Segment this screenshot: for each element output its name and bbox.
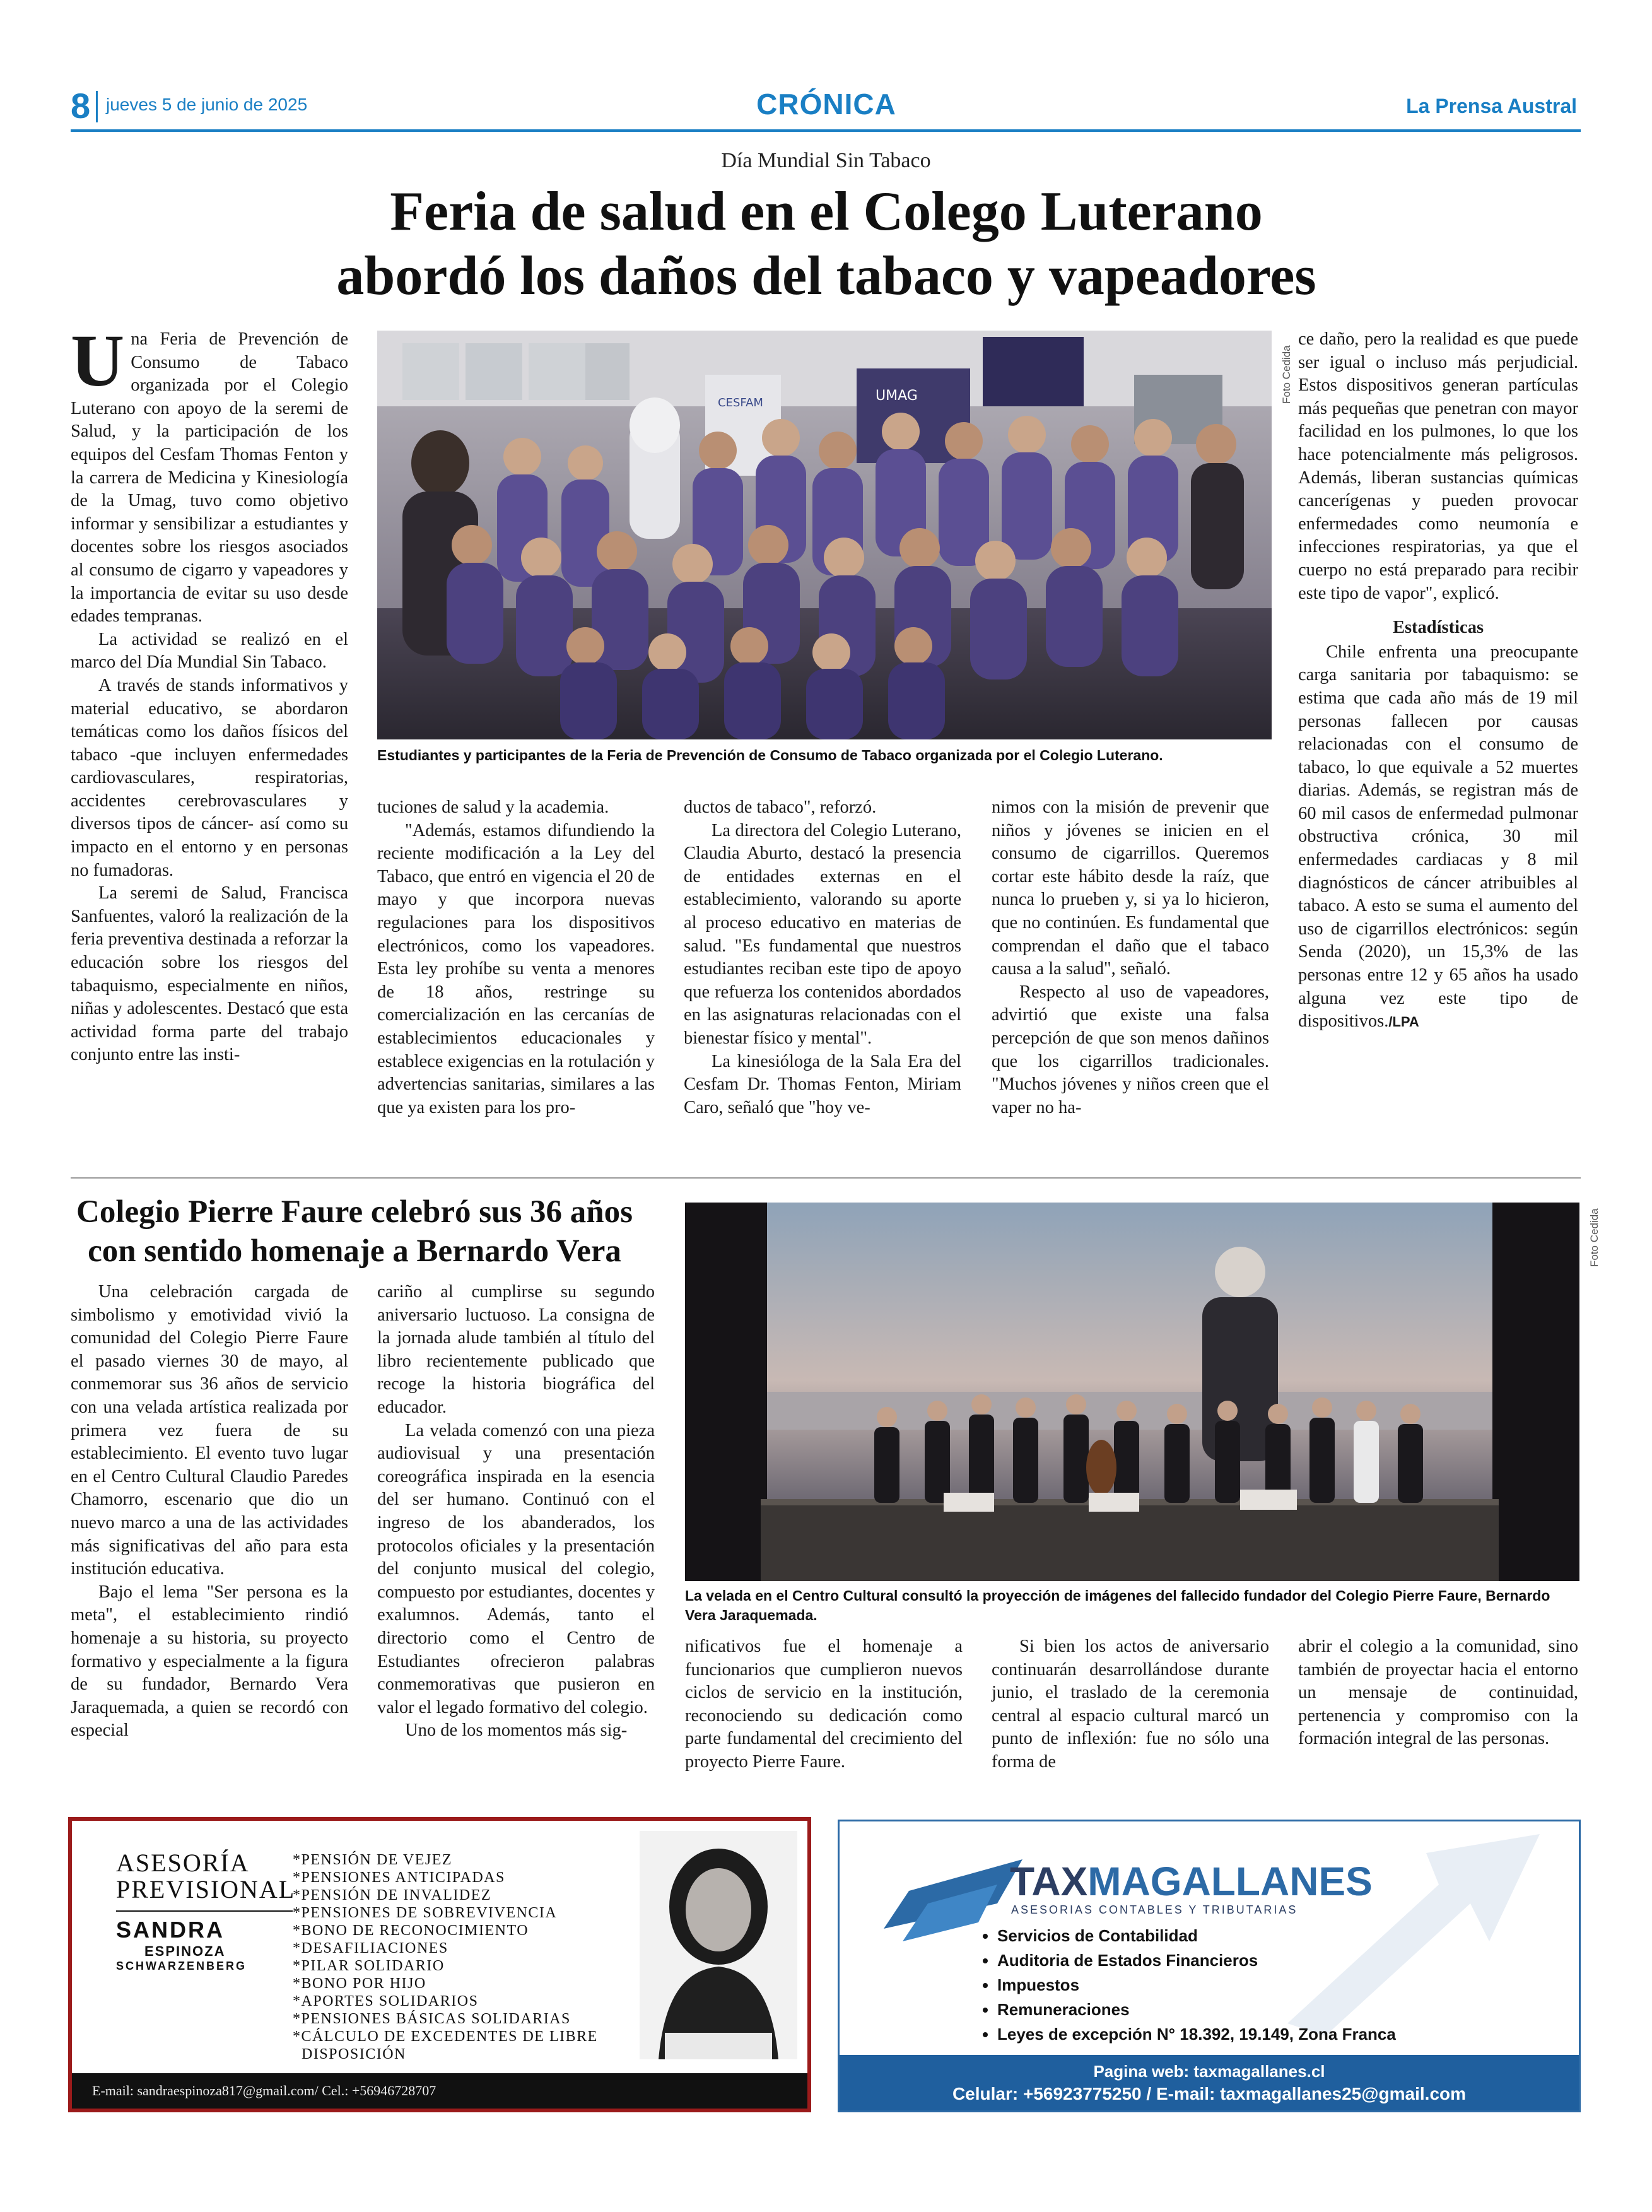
ad1-service-item: *DESAFILIACIONES	[293, 1940, 448, 1956]
article1-photo-credit: Foto Cedida	[1280, 345, 1292, 404]
article1-headline-line2: abordó los daños del tabaco y vapeadores	[336, 245, 1316, 307]
newspaper-brand: La Prensa Austral	[1406, 95, 1577, 117]
tax-service-item: • Impuestos	[997, 1973, 1396, 1997]
page-number: 8	[71, 86, 91, 126]
tax-service-item: • Auditoria de Estados Financieros	[997, 1948, 1396, 1973]
header-rule	[71, 129, 1581, 132]
tax-tagline: ASESORIAS CONTABLES Y TRIBUTARIAS	[1011, 1903, 1298, 1916]
header-separator	[96, 91, 98, 122]
article1-col1-p4: La seremi de Salud, Francisca Sanfuentes, valoró la realización de la feria preventiva destinada a reforzar la educación sobre los riesgos del tabaquismo, especialmente en niños, niñas y adolescentes. Destacó que esta actividad forma parte del trabajo conjunto entre las insti-	[71, 883, 348, 1065]
article1-col1-p1: na Feria de Prevención de Consumo de Tabaco organizada por el Colegio Luterano con apoyo de la seremi de Salud, y la participación de los equipos del Cesfam Thomas Fenton y la carrera de Medicina y Kinesiología de la Umag, tuvo como objetivo informar y sensibilizar a estudiantes y docentes sobre los riesgos asociados al consumo de cigarro y vapeadores y la importancia de evitar su uso desde edades tempranas.	[71, 329, 348, 627]
article1-headline-line1: Feria de salud en el Colego Luterano	[390, 181, 1263, 242]
ad1-title-line2: PREVISIONAL	[116, 1875, 296, 1903]
ad1-service-item: *PENSIÓN DE INVALIDEZ	[293, 1887, 492, 1903]
photo-banner-cesfam: CESFAM	[718, 396, 763, 409]
ad1-service-item: *PENSIONES ANTICIPADAS	[293, 1869, 505, 1886]
tax-service-item: • Leyes de excepción N° 18.392, 19.149, Zona Franca	[997, 2022, 1396, 2047]
article1-col2-p2: "Además, estamos difundiendo la reciente modificación a la Ley del Tabaco, que entró en vigencia el 20 de mayo y que incorpora nuevas regulaciones para los dispositivos electrónicos, como los vapeadores. Esta ley prohíbe su venta a menores de 18 años, restringe su comercialización en las cercanías de establecimientos educacionales y establece exigencias en la rotulación y advertencias sanitarias, similares a las que ya existen para los pro-	[377, 820, 655, 1117]
ad-taxmagallanes	[838, 1820, 1581, 2112]
article2-column-2	[377, 1281, 655, 1743]
tax-logo-part2: MAGALLANES	[1087, 1859, 1373, 1904]
article2-headline-line1: Colegio Pierre Faure celebró sus 36 años	[76, 1194, 633, 1230]
article1-column-1	[71, 319, 348, 1067]
article2-photo-credit: Foto Cedida	[1588, 1208, 1600, 1267]
article1-col3-p2: La directora del Colegio Luterano, Claudia Aburto, destacó la presencia de entidades externas en el establecimiento, valorando su aporte al proceso educativo en materias de salud. "Es fundamental que nuestros estudiantes reciban este tipo de apoyo que refuerza los contenidos abordados en las asignaturas relacionadas con el bienestar físico y mental".	[684, 820, 961, 1048]
dropcap: U	[71, 319, 125, 402]
ad1-service-item: *PENSIONES BÁSICAS SOLIDARIAS	[293, 2011, 571, 2027]
article2-col1-p1: Una celebración cargada de simbolismo y emotividad vivió la comunidad del Colegio Pierre Faure el pasado viernes 30 de mayo, al conmemorar sus 36 años de servicio con una velada artística realizada por primera vez fuera de su establecimiento. El evento tuvo lugar en el Centro Cultural Claudio Paredes Chamorro, escenario que dio un nuevo marco a una de las actividades más significativas del año para esta institución educativa.	[71, 1282, 348, 1579]
article2-col3-p1: nificativos fue el homenaje a funcionarios que cumplieron nuevos ciclos de servicio en la institución, reconociendo su dedicación como parte fundamental del crecimiento del proyecto Pierre Faure.	[685, 1637, 963, 1772]
tax-service-item: • Remuneraciones	[997, 1997, 1396, 2022]
ad1-title	[116, 1850, 295, 1903]
tax-logo	[1010, 1861, 1373, 1902]
article1-headline	[189, 180, 1463, 309]
stage-photo-illustration	[685, 1203, 1579, 1581]
article1-column-5	[1298, 328, 1578, 1034]
article2-col2-p3: Uno de los momentos más sig-	[405, 1721, 628, 1741]
ad1-portrait	[640, 1831, 797, 2059]
article2-col2-p2: La velada comenzó con una pieza audiovisual y una presentación coreográfica inspirada en la esencia del ser humano. Continuó con el ingreso de los abanderados, los protocolos oficiales y la presentación del conjunto musical del colegio, compuesto por estudiantes, docentes y exalumnos. Además, tanto el directorio como el Centro de Estudiantes ofrecieron palabras conmemorativas que pusieron en valor el legado formativo del colegio.	[377, 1420, 655, 1717]
article2-column-1	[71, 1281, 348, 1743]
article1-col3-p1: ductos de tabaco", reforzó.	[684, 797, 877, 817]
ad1-title-rule	[116, 1910, 293, 1912]
article1-col4-p1: nimos con la misión de prevenir que niños y jóvenes se inicien en el consumo de cigarrillos. Queremos cortar este hábito desde la raíz, que nunca lo prueben y, si ya lo hicieron, que no continúen. Es fundamental que comprendan el daño que el tabaco causa a la salud", señaló.	[992, 797, 1269, 979]
ad1-service-item: *PILAR SOLIDARIO	[293, 1958, 445, 1974]
article2-photo-caption: La velada en el Centro Cultural consultó la proyección de imágenes del fallecido fundador del Colegio Pierre Faure, Bernardo Vera Jaraquemada.	[685, 1587, 1550, 1623]
article2-column-4	[992, 1635, 1269, 1774]
article1-col5-p1: ce daño, pero la realidad es que puede ser igual o incluso más perjudicial. Estos dispositivos generan partículas más pequeñas que penetran con mayor facilidad en los pulmones, lo que los hace potencialmente más peligrosos. Además, liberan sustancias químicas cancerígenas y pueden provocar enfermedades como neumonía e infecciones respiratorias, ya que el cuerpo no está preparado para recibir este tipo de vapor", explicó.	[1298, 329, 1578, 603]
article1-column-3	[684, 796, 961, 1119]
group-photo-illustration	[377, 331, 1272, 739]
ad1-surname2: SCHWARZENBERG	[116, 1960, 247, 1972]
tax-services-list	[966, 1924, 1396, 2047]
ad1-title-line1: ASESORÍA	[116, 1849, 250, 1877]
ad1-service-item: *PENSIÓN DE VEJEZ	[293, 1852, 453, 1868]
article1-kicker: Día Mundial Sin Tabaco	[721, 149, 931, 172]
photo-banner-umag: UMAG	[876, 388, 918, 404]
article1-col1-p2: La actividad se realizó en el marco del Día Mundial Sin Tabaco.	[71, 629, 348, 673]
article1-column-4	[992, 796, 1269, 1119]
section-title: CRÓNICA	[756, 88, 896, 121]
ad1-name: SANDRA	[116, 1917, 225, 1943]
page-date: jueves 5 de junio de 2025	[106, 95, 308, 114]
ad1-service-item: *CÁLCULO DE EXCEDENTES DE LIBRE	[293, 2028, 598, 2045]
tax-service-item: • Servicios de Contabilidad	[997, 1924, 1396, 1948]
ad-asesoria-previsional	[68, 1817, 811, 2112]
article2-headline	[71, 1192, 638, 1271]
article1-photo	[377, 331, 1272, 739]
ad1-service-item: *BONO DE RECONOCIMIENTO	[293, 1922, 529, 1939]
article1-col1-p3: A través de stands informativos y material educativo, se abordaron temáticas como los daños físicos del tabaco -que incluyen enfermedades cardiovasculares, respiratorias, accidentes cerebrovasculares y diversos tipos de cáncer- así como su impacto en el entorno y en personas no fumadoras.	[71, 675, 348, 880]
article2-headline-line2: con sentido homenaje a Bernardo Vera	[88, 1233, 621, 1269]
article-divider	[71, 1177, 1581, 1179]
ad1-service-item: DISPOSICIÓN	[302, 2046, 406, 2062]
tax-contact: Celular: +56923775250 / E-mail: taxmagallanes25@gmail.com	[952, 2084, 1467, 2103]
article2-col2-p1: cariño al cumplirse su segundo aniversario luctuoso. La consigna de la jornada alude también al título del libro recientemente publicado que recoge la historia biográfica del educador.	[377, 1282, 655, 1417]
article1-col2-p1: tuciones de salud y la academia.	[377, 797, 609, 817]
article1-signature: /LPA	[1388, 1014, 1419, 1030]
article1-col5-p2: Chile enfrenta una preocupante carga sanitaria por tabaquismo: se estima que cada año más de 19 mil personas fallecen por causas relacionadas con el consumo de tabaco, lo que equivale a 52 muertes diarias. Además, se registran más de 60 mil casos de enfermedad pulmonar obstructiva crónica, 30 mil enfermedades cardiacas y 8 mil diagnósticos de cáncer atribuibles al tabaco. A esto se suma el aumento del uso de cigarrillos electrónicos: según Senda (2020), un 15,3% de las personas entre 12 y 65 años ha usado alguna vez este tipo de dispositivos.	[1298, 642, 1578, 1032]
article2-photo	[685, 1203, 1579, 1581]
ad1-services-list	[293, 1851, 646, 2063]
article1-column-2	[377, 796, 655, 1119]
ad1-surname1: ESPINOZA	[144, 1943, 226, 1959]
article2-col5-p1: abrir el colegio a la comunidad, sino también de proyectar hacia el entorno un mensaje de continuidad, pertenencia y compromiso con la formación integral de las personas.	[1298, 1637, 1578, 1749]
ad1-service-item: *PENSIONES DE SOBREVIVENCIA	[293, 1905, 558, 1921]
tax-web: Pagina web: taxmagallanes.cl	[1093, 2062, 1325, 2081]
portrait-illustration	[640, 1831, 797, 2059]
article1-col4-p2: Respecto al uso de vapeadores, advirtió que existe una falsa percepción de que son menos dañinos que los cigarrillos tradicionales. "Muchos jóvenes y niños creen que el vaper no ha-	[992, 982, 1269, 1117]
article2-column-3	[685, 1635, 963, 1774]
ad1-contact-bar	[72, 2073, 807, 2109]
ad1-service-item: *BONO POR HIJO	[293, 1975, 426, 1992]
article2-col4-p1: Si bien los actos de aniversario continuarán desarrollándose durante junio, el traslado de la ceremonia central al espacio cultural marcó un punto de inflexión: fue no sólo una forma de	[992, 1637, 1269, 1772]
tax-logo-part1: TAX	[1010, 1859, 1088, 1904]
article1-col3-p3: La kinesióloga de la Sala Era del Cesfam Dr. Thomas Fenton, Miriam Caro, señaló que "hoy ve-	[684, 1051, 961, 1117]
article2-col1-p2: Bajo el lema "Ser persona es la meta", el establecimiento rindió homenaje a su historia, su proyecto formativo y especialmente a la figura de su fundador, Bernardo Vera Jaraquemada, a quien se recordó con especial	[71, 1582, 348, 1741]
tax-footer	[840, 2055, 1579, 2110]
ad1-contact: E-mail: sandraespinoza817@gmail.com/ Cel.: +56946728707	[92, 2083, 436, 2098]
article1-photo-caption: Estudiantes y participantes de la Feria de Prevención de Consumo de Tabaco organizada por el Colegio Luterano.	[377, 747, 1163, 763]
ad1-service-item: *APORTES SOLIDARIOS	[293, 1993, 479, 2009]
article2-column-5	[1298, 1635, 1578, 1751]
article1-subhead: Estadísticas	[1392, 618, 1484, 638]
